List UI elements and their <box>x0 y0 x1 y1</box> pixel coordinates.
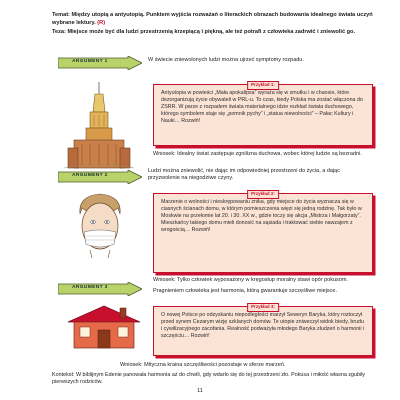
page-header <box>52 12 382 38</box>
teza-label: Teza: <box>52 28 66 35</box>
example-1-box <box>153 84 373 146</box>
temat-mark: (R) <box>97 19 106 26</box>
example-3-title: Przykład 3: <box>247 303 279 312</box>
temat-label: Temat: <box>52 12 70 18</box>
argument-2-conclusion: Wniosek: Tylko człowiek wyposażony w kręgosłup moralny stawi opór pokusom. <box>153 277 348 283</box>
argument-1-intro: W świecie zniewolonych ludzi można ujrzeć symptomy rozpadu. <box>148 57 304 63</box>
example-2-box <box>153 193 373 273</box>
context-paragraph: Kontekst: W biblijnym Edenie panowała harmonia aż do chwili, gdy wdarło się do tej przestrzeni zło. Pokusa i miłość własna zgubiły pierwszych rodziców. <box>52 372 366 385</box>
argument-1-conclusion: Wniosek: Idealny świat zastępuje zgnilizna duchowa, wobec której ludzie są bezradni. <box>153 151 362 157</box>
example-3-text: O nowej Polsce po odzyskaniu niepodległości marzył Seweryn Baryka, który roztoczył przed synem Cezarym wizję szklanych domów. Te utopie zniweczył widok biedy, brudu i cywilizacyjnego zacofania. Realność podważyła młodego Baryka złudzeń o harmonii i szczęściu… Rozwiń! <box>161 312 365 339</box>
face-mask-icon <box>72 190 128 258</box>
argument-3-conclusion: Wniosek: Mityczna kraina szczęśliwości pozostaje w sferze marzeń. <box>120 362 286 368</box>
example-2-title: Przykład 2: <box>247 190 279 199</box>
temat-paragraph <box>52 12 382 27</box>
page-number: 11 <box>197 388 203 394</box>
teza-text: Miejsce może być dla ludzi przestrzenią krzepiącą i piękną, ale też potrafi z człowieka zadrwić i zniewolić go. <box>67 28 356 35</box>
house-illustration <box>62 302 146 355</box>
house-icon <box>62 302 146 350</box>
teza-paragraph <box>52 29 382 37</box>
argument-1-arrow <box>58 56 142 70</box>
palace-icon <box>60 82 138 170</box>
palace-of-culture-illustration <box>60 82 138 175</box>
example-3-box <box>153 306 373 356</box>
argument-2-label: ARGUMENT 2 <box>72 173 108 178</box>
argument-1-label: ARGUMENT 1 <box>72 59 108 64</box>
argument-2-arrow <box>58 170 142 184</box>
example-1-title: Przykład 1: <box>247 81 279 90</box>
argument-2-intro: Ludzi można zniewolić, nie dając im odpowiedniej przestrzeni do życia, a dając przyzwolenie na niegodziwe czyny. <box>148 168 340 181</box>
example-1-text: Antyutopia w powieści „Mała apokalipsa” wyraża się w smutku i w chaosie, które dezorganizują życie obywateli w PRL-u. To czas, kiedy Polska ma zostać włączona do ZSRR. W parze z rozpadem świata materialnego idzie rozkład świata duchowego, którego symbolem staje się „pomnik pychy” i „statua niewolności” – Pałac Kultury i Nauki… Rozwiń! <box>161 90 363 124</box>
argument-3-intro: Pragnieniem człowieka jest harmonia, którą gwarantuje szczęśliwe miejsce. <box>153 288 338 294</box>
example-2-text: Marzenie o wolności i nieskrępowaniu znika, gdy miejsce do życia wyznacza się w ciasnych ścianach domu, w którym pomieszczenia więzi się jedną rodzinę. Tak było w Moskwie na przełomie lat 20. i 30. XX w., gdzie toczy się akcja „Mistrza i Małgorzaty”. Mieszkańcy takiego domu mieli donosić na sąsiada i traktować siebie nawzajem z wrogością… Rozwiń! <box>161 199 362 233</box>
temat-text: Między utopią a antyutopią. Punktem wyjścia rozważań o literackich obrazach budowania idealnego świata uczyń wybrane lektury. <box>52 12 373 26</box>
masked-face-illustration <box>72 190 128 263</box>
argument-3-label: ARGUMENT 3 <box>72 285 108 290</box>
argument-3-arrow <box>58 282 142 296</box>
